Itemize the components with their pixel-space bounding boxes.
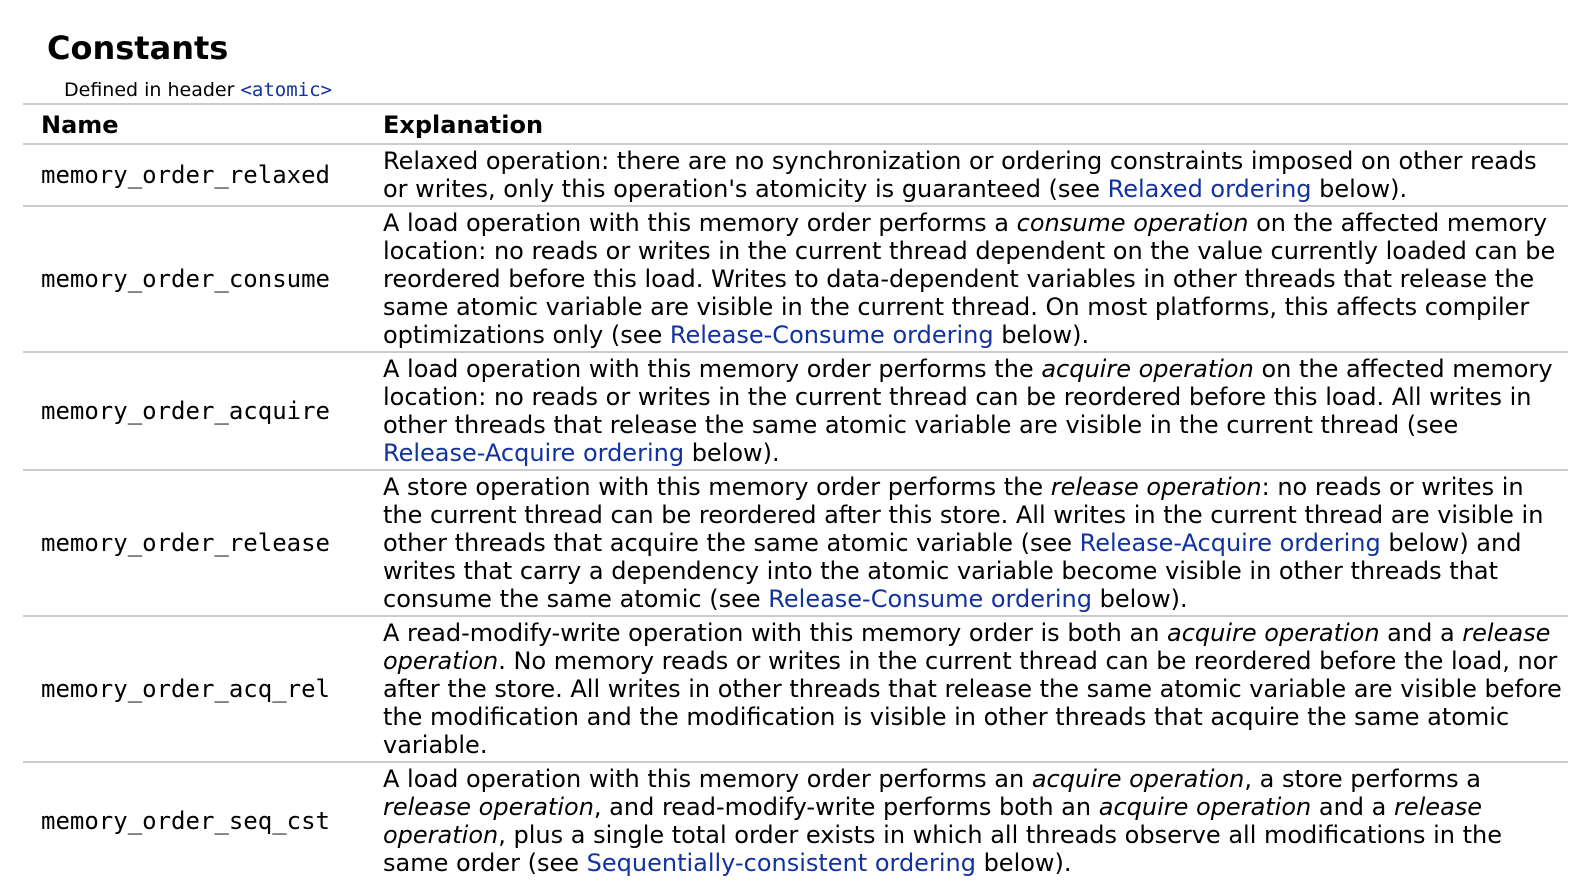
explanation-text: A load operation with this memory order performs an xyxy=(383,765,1032,793)
emphasis-text: release operation xyxy=(383,619,1551,675)
constant-name: memory_order_seq_cst xyxy=(41,807,330,835)
column-header-explanation: Explanation xyxy=(383,111,544,139)
explanation-text: below). xyxy=(1091,585,1188,613)
constant-explanation xyxy=(365,762,1568,879)
ordering-link[interactable]: Release-Consume ordering xyxy=(669,321,994,349)
emphasis-text: consume operation xyxy=(1016,209,1249,237)
constant-explanation xyxy=(365,470,1568,616)
explanation-text: on the affected memory location: no reads or writes in the current thread can be reordered before this load. All writes in other threads that release the same atomic variable are visible in the current thread (see xyxy=(383,355,1553,439)
emphasis-text: acquire operation xyxy=(1031,765,1245,793)
constant-name: memory_order_consume xyxy=(41,265,330,293)
explanation-text: below). xyxy=(975,849,1072,877)
constant-name: memory_order_acquire xyxy=(41,397,330,425)
explanation-text: , plus a single total order exists in which all threads observe all modifications in the same order (see xyxy=(383,821,1502,877)
emphasis-text: acquire operation xyxy=(1098,793,1312,821)
ordering-link[interactable]: Sequentially-consistent ordering xyxy=(586,849,976,877)
table-row xyxy=(23,616,1568,762)
explanation-text: below) and writes that carry a dependency into the atomic variable become visible in other threads that consume the same atomic (see xyxy=(383,529,1522,613)
table-row xyxy=(23,470,1568,616)
table-body xyxy=(23,144,1568,879)
constant-explanation xyxy=(365,616,1568,762)
explanation-text: on the affected memory location: no reads or writes in the current thread dependent on the value currently loaded can be reordered before this load. Writes to data-dependent variables in other threads that release the same atomic variable are visible in the current thread. On most platforms, this affects compiler optimizations only (see xyxy=(383,209,1556,349)
explanation-text: below). xyxy=(993,321,1090,349)
defined-in-label: Defined in header xyxy=(64,79,235,101)
emphasis-text: acquire operation xyxy=(1167,619,1380,647)
constant-name: memory_order_relaxed xyxy=(41,161,330,189)
explanation-text: A load operation with this memory order performs the xyxy=(383,355,1042,383)
explanation-text: , and read-modify-write performs both an xyxy=(593,793,1099,821)
explanation-text: A read-modify-write operation with this memory order is both an xyxy=(383,619,1168,647)
explanation-text: and a xyxy=(1311,793,1394,821)
explanation-text: Relaxed operation: there are no synchronization or ordering constraints imposed on other reads or writes, only this operation's atomicity is guaranteed (see xyxy=(383,147,1537,203)
ordering-link[interactable]: Relaxed ordering xyxy=(1107,175,1312,203)
explanation-text: below). xyxy=(684,439,780,467)
table-row xyxy=(23,144,1568,206)
explanation-text: : no reads or writes in the current thread can be reordered after this store. All writes in the current thread are visible in other threads that acquire the same atomic variable (see xyxy=(383,473,1544,557)
column-header-name: Name xyxy=(41,111,119,139)
explanation-text: A store operation with this memory order performs the xyxy=(383,473,1051,501)
ordering-link[interactable]: Release-Consume ordering xyxy=(768,585,1092,613)
explanation-text: below). xyxy=(1311,175,1408,203)
ordering-link[interactable]: Release-Acquire ordering xyxy=(383,439,685,467)
explanation-text: , a store performs a xyxy=(1244,765,1481,793)
table-row xyxy=(23,206,1568,352)
header-link[interactable]: <atomic> xyxy=(240,79,332,101)
page-title: Constants xyxy=(47,29,229,67)
emphasis-text: release operation xyxy=(383,793,1483,849)
defined-in-header xyxy=(64,78,332,102)
constant-explanation xyxy=(365,206,1568,352)
constant-explanation xyxy=(365,144,1568,206)
explanation-text: A load operation with this memory order performs a xyxy=(383,209,1017,237)
explanation-text: and a xyxy=(1379,619,1463,647)
emphasis-text: release operation xyxy=(1050,473,1262,501)
ordering-link[interactable]: Release-Acquire ordering xyxy=(1079,529,1381,557)
emphasis-text: acquire operation xyxy=(1041,355,1254,383)
table-row xyxy=(23,352,1568,470)
constant-name: memory_order_acq_rel xyxy=(41,675,330,703)
table-row xyxy=(23,762,1568,879)
constant-name: memory_order_release xyxy=(41,529,330,557)
emphasis-text: release operation xyxy=(383,793,594,821)
constant-explanation xyxy=(365,352,1568,470)
constants-table xyxy=(23,103,1568,879)
table-header-row xyxy=(23,104,1568,144)
explanation-text: . No memory reads or writes in the current thread can be reordered before the load, nor after the store. All writes in other threads that release the same atomic variable are visible before the modification and the modification is visible in other threads that acquire the same atomic variable. xyxy=(383,647,1562,759)
